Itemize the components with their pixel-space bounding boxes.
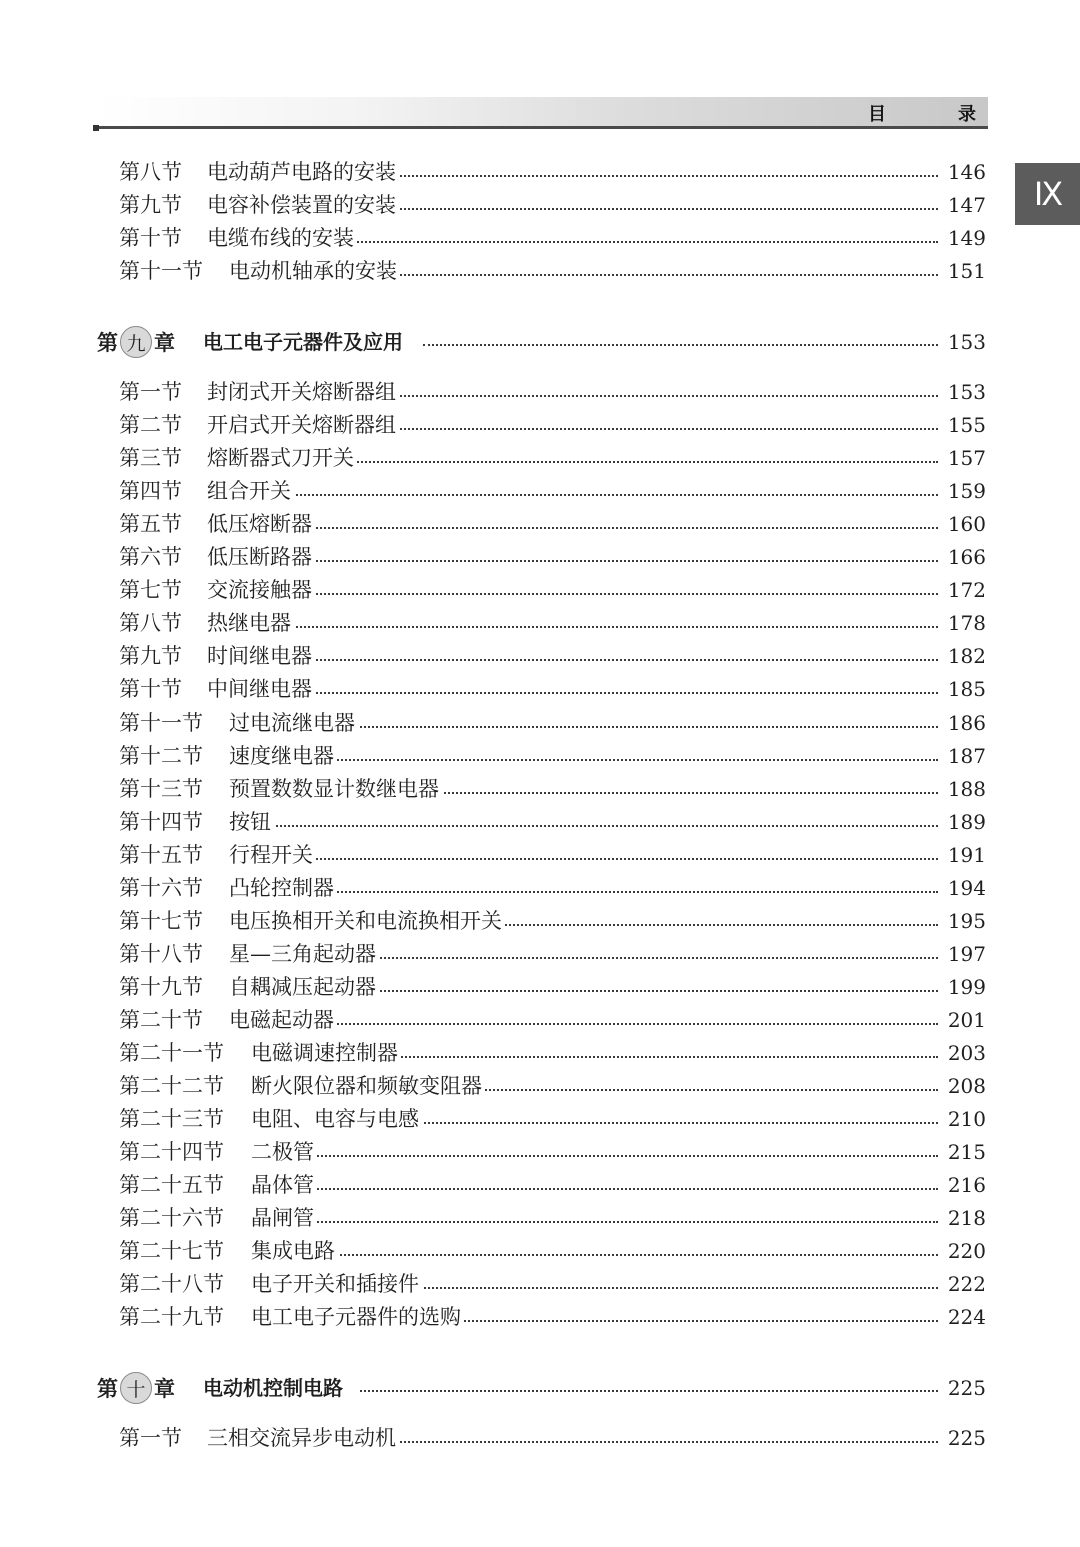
toc-entry[interactable] bbox=[0, 1136, 1080, 1169]
section-title: 低压断路器 bbox=[207, 541, 314, 574]
section-title: 电工电子元器件的选购 bbox=[251, 1301, 463, 1334]
section-label: 第十节 bbox=[119, 677, 182, 701]
page-number: 182 bbox=[947, 644, 986, 668]
section-title: 交流接触器 bbox=[207, 574, 314, 607]
page-number: 187 bbox=[947, 744, 986, 768]
page-number: 216 bbox=[947, 1173, 986, 1197]
page-number: 153 bbox=[947, 380, 986, 404]
leader-dots bbox=[502, 905, 938, 938]
leader-dots bbox=[397, 255, 938, 288]
leader-dots bbox=[396, 409, 938, 442]
section-label: 第八节 bbox=[119, 611, 182, 635]
section-title: 二极管 bbox=[251, 1136, 316, 1169]
header-title-left: 目 bbox=[868, 104, 886, 125]
section-label: 第四节 bbox=[119, 479, 182, 503]
section-title: 电磁起动器 bbox=[229, 1004, 336, 1037]
page-number: 146 bbox=[947, 160, 986, 184]
page-number: 153 bbox=[947, 330, 986, 354]
leader-dots bbox=[396, 376, 938, 409]
page-number: 178 bbox=[947, 611, 986, 635]
section-title: 电磁调速控制器 bbox=[251, 1037, 400, 1070]
section-title: 电子开关和插接件 bbox=[251, 1268, 421, 1301]
section-title: 低压熔断器 bbox=[207, 508, 314, 541]
page-number: 224 bbox=[947, 1305, 986, 1329]
section-label: 第十五节 bbox=[119, 843, 203, 867]
leader-dots bbox=[461, 1301, 938, 1334]
toc-entry[interactable] bbox=[0, 1070, 1080, 1103]
leader-dots bbox=[396, 189, 938, 222]
leader-dots bbox=[396, 1422, 938, 1455]
page-number: 166 bbox=[947, 545, 986, 569]
toc-entry[interactable] bbox=[0, 673, 1080, 706]
section-title: 开启式开关熔断器组 bbox=[207, 409, 398, 442]
header-dot bbox=[93, 125, 99, 131]
chapter-number-badge: 十 bbox=[120, 1372, 152, 1404]
section-title: 凸轮控制器 bbox=[229, 872, 336, 905]
section-label: 第二十七节 bbox=[119, 1239, 224, 1263]
section-title: 断火限位器和频敏变阻器 bbox=[251, 1070, 484, 1103]
leader-dots bbox=[360, 1368, 938, 1408]
header-band bbox=[96, 97, 988, 127]
page-number: 197 bbox=[947, 942, 986, 966]
leader-dots bbox=[314, 1136, 938, 1169]
leader-dots bbox=[376, 971, 938, 1004]
leader-dots bbox=[398, 1037, 938, 1070]
section-label: 第二节 bbox=[119, 413, 182, 437]
toc-entry[interactable] bbox=[0, 1301, 1080, 1334]
chapter-suffix: 章 bbox=[154, 1377, 175, 1401]
section-label: 第三节 bbox=[119, 446, 182, 470]
page-number: 195 bbox=[947, 909, 986, 933]
section-label: 第二十一节 bbox=[119, 1041, 224, 1065]
section-title: 晶体管 bbox=[251, 1169, 316, 1202]
section-label: 第八节 bbox=[119, 160, 182, 184]
section-title: 中间继电器 bbox=[207, 673, 314, 706]
toc-entry[interactable] bbox=[0, 839, 1080, 872]
toc-entry[interactable] bbox=[0, 1422, 1080, 1455]
leader-dots bbox=[271, 806, 938, 839]
toc-entry[interactable] bbox=[0, 442, 1080, 475]
chapter-heading[interactable] bbox=[0, 322, 1080, 362]
leader-dots bbox=[312, 574, 938, 607]
toc-entry[interactable] bbox=[0, 1235, 1080, 1268]
toc-entry[interactable] bbox=[0, 773, 1080, 806]
leader-dots bbox=[291, 475, 938, 508]
section-title: 预置数数显计数继电器 bbox=[229, 773, 441, 806]
toc-entry[interactable] bbox=[0, 156, 1080, 189]
page-number: 185 bbox=[947, 677, 986, 701]
toc-entry[interactable] bbox=[0, 1268, 1080, 1301]
toc-entry[interactable] bbox=[0, 475, 1080, 508]
leader-dots bbox=[312, 541, 938, 574]
section-label: 第一节 bbox=[119, 1426, 182, 1450]
page-number: 225 bbox=[947, 1426, 986, 1450]
chapter-number-badge: 九 bbox=[120, 326, 152, 358]
section-label: 第十一节 bbox=[119, 711, 203, 735]
toc-entry[interactable] bbox=[0, 541, 1080, 574]
section-label: 第二十九节 bbox=[119, 1305, 224, 1329]
toc-entry[interactable] bbox=[0, 508, 1080, 541]
header-title-right: 录 bbox=[958, 104, 976, 125]
section-title: 熔断器式刀开关 bbox=[207, 442, 356, 475]
page-number: 194 bbox=[947, 876, 986, 900]
leader-dots bbox=[334, 872, 938, 905]
section-title: 三相交流异步电动机 bbox=[207, 1422, 398, 1455]
section-title: 热继电器 bbox=[207, 607, 293, 640]
section-label: 第七节 bbox=[119, 578, 182, 602]
section-title: 时间继电器 bbox=[207, 640, 314, 673]
page-number: 203 bbox=[947, 1041, 986, 1065]
leader-dots bbox=[312, 640, 938, 673]
toc-entry[interactable] bbox=[0, 905, 1080, 938]
page-number: 189 bbox=[947, 810, 986, 834]
toc-entry[interactable] bbox=[0, 255, 1080, 288]
toc-entry[interactable] bbox=[0, 376, 1080, 409]
section-label: 第十七节 bbox=[119, 909, 203, 933]
section-title: 电动机轴承的安装 bbox=[229, 255, 399, 288]
page-number: 160 bbox=[947, 512, 986, 536]
section-label: 第二十三节 bbox=[119, 1107, 224, 1131]
chapter-label bbox=[97, 1368, 175, 1408]
section-title: 集成电路 bbox=[251, 1235, 337, 1268]
leader-dots bbox=[439, 773, 938, 806]
section-label: 第一节 bbox=[119, 380, 182, 404]
leader-dots bbox=[312, 673, 938, 706]
section-label: 第十四节 bbox=[119, 810, 203, 834]
leader-dots bbox=[354, 442, 938, 475]
page-number: 215 bbox=[947, 1140, 986, 1164]
toc-entry[interactable] bbox=[0, 574, 1080, 607]
page-number: 210 bbox=[947, 1107, 986, 1131]
page-number: 159 bbox=[947, 479, 986, 503]
page-number: 199 bbox=[947, 975, 986, 999]
section-title: 晶闸管 bbox=[251, 1202, 316, 1235]
leader-dots bbox=[335, 1235, 938, 1268]
section-title: 电压换相开关和电流换相开关 bbox=[229, 905, 504, 938]
page-number: 172 bbox=[947, 578, 986, 602]
leader-dots bbox=[419, 1103, 938, 1136]
toc-entry[interactable] bbox=[0, 1169, 1080, 1202]
chapter-title: 电工电子元器件及应用 bbox=[203, 330, 403, 354]
page-number: 191 bbox=[947, 843, 986, 867]
page-number: 222 bbox=[947, 1272, 986, 1296]
page-number: 201 bbox=[947, 1008, 986, 1032]
toc-entry[interactable] bbox=[0, 607, 1080, 640]
section-label: 第二十节 bbox=[119, 1008, 203, 1032]
page-number: 225 bbox=[947, 1376, 986, 1400]
page-number: 208 bbox=[947, 1074, 986, 1098]
section-label: 第九节 bbox=[119, 193, 182, 217]
chapter-label bbox=[97, 322, 175, 362]
section-title: 组合开关 bbox=[207, 475, 293, 508]
page-number: 186 bbox=[947, 711, 986, 735]
toc-entry[interactable] bbox=[0, 409, 1080, 442]
leader-dots bbox=[354, 222, 938, 255]
section-label: 第二十六节 bbox=[119, 1206, 224, 1230]
leader-dots bbox=[419, 1268, 938, 1301]
section-label: 第十二节 bbox=[119, 744, 203, 768]
toc-entry[interactable] bbox=[0, 806, 1080, 839]
chapter-title: 电动机控制电路 bbox=[203, 1376, 343, 1400]
section-title: 行程开关 bbox=[229, 839, 315, 872]
toc-entry[interactable] bbox=[0, 707, 1080, 740]
section-title: 星—三角起动器 bbox=[229, 938, 378, 971]
section-label: 第十九节 bbox=[119, 975, 203, 999]
page-number: 157 bbox=[947, 446, 986, 470]
section-title: 封闭式开关熔断器组 bbox=[207, 376, 398, 409]
section-title: 自耦减压起动器 bbox=[229, 971, 378, 1004]
page-number: 155 bbox=[947, 413, 986, 437]
section-label: 第十节 bbox=[119, 226, 182, 250]
section-title: 电阻、电容与电感 bbox=[251, 1103, 421, 1136]
chapter-suffix: 章 bbox=[154, 331, 175, 355]
toc-entry[interactable] bbox=[0, 1202, 1080, 1235]
page-number: 151 bbox=[947, 259, 986, 283]
section-title: 电缆布线的安装 bbox=[207, 222, 356, 255]
toc-entry[interactable] bbox=[0, 222, 1080, 255]
section-label: 第十八节 bbox=[119, 942, 203, 966]
page-number: 188 bbox=[947, 777, 986, 801]
leader-dots bbox=[423, 322, 938, 362]
header-rule bbox=[96, 126, 988, 129]
chapter-prefix: 第 bbox=[97, 1377, 118, 1401]
section-title: 电容补偿装置的安装 bbox=[207, 189, 398, 222]
toc-entry[interactable] bbox=[0, 971, 1080, 1004]
section-label: 第九节 bbox=[119, 644, 182, 668]
section-label: 第二十二节 bbox=[119, 1074, 224, 1098]
leader-dots bbox=[314, 1169, 938, 1202]
section-label: 第十三节 bbox=[119, 777, 203, 801]
leader-dots bbox=[314, 1202, 938, 1235]
toc-entry[interactable] bbox=[0, 1103, 1080, 1136]
section-label: 第二十五节 bbox=[119, 1173, 224, 1197]
leader-dots bbox=[312, 508, 938, 541]
toc-entry[interactable] bbox=[0, 189, 1080, 222]
toc-entry[interactable] bbox=[0, 1004, 1080, 1037]
page-number: 149 bbox=[947, 226, 986, 250]
section-title: 电动葫芦电路的安装 bbox=[207, 156, 398, 189]
section-title: 过电流继电器 bbox=[229, 707, 357, 740]
page-number: 147 bbox=[947, 193, 986, 217]
page-number-tab: IX bbox=[1015, 163, 1080, 225]
section-label: 第十一节 bbox=[119, 259, 203, 283]
section-label: 第十六节 bbox=[119, 876, 203, 900]
section-label: 第二十八节 bbox=[119, 1272, 224, 1296]
leader-dots bbox=[291, 607, 938, 640]
running-header bbox=[868, 100, 976, 126]
leader-dots bbox=[334, 740, 938, 773]
leader-dots bbox=[313, 839, 938, 872]
leader-dots bbox=[482, 1070, 938, 1103]
leader-dots bbox=[376, 938, 938, 971]
toc-entry[interactable] bbox=[0, 938, 1080, 971]
leader-dots bbox=[355, 707, 938, 740]
chapter-prefix: 第 bbox=[97, 331, 118, 355]
page-number: 220 bbox=[947, 1239, 986, 1263]
page-number: 218 bbox=[947, 1206, 986, 1230]
leader-dots bbox=[334, 1004, 938, 1037]
section-title: 速度继电器 bbox=[229, 740, 336, 773]
leader-dots bbox=[396, 156, 938, 189]
toc-entry[interactable] bbox=[0, 740, 1080, 773]
section-title: 按钮 bbox=[229, 806, 273, 839]
toc-entry[interactable] bbox=[0, 872, 1080, 905]
section-label: 第五节 bbox=[119, 512, 182, 536]
section-label: 第六节 bbox=[119, 545, 182, 569]
chapter-heading[interactable] bbox=[0, 1368, 1080, 1408]
toc-entry[interactable] bbox=[0, 1037, 1080, 1070]
toc-entry[interactable] bbox=[0, 640, 1080, 673]
section-label: 第二十四节 bbox=[119, 1140, 224, 1164]
